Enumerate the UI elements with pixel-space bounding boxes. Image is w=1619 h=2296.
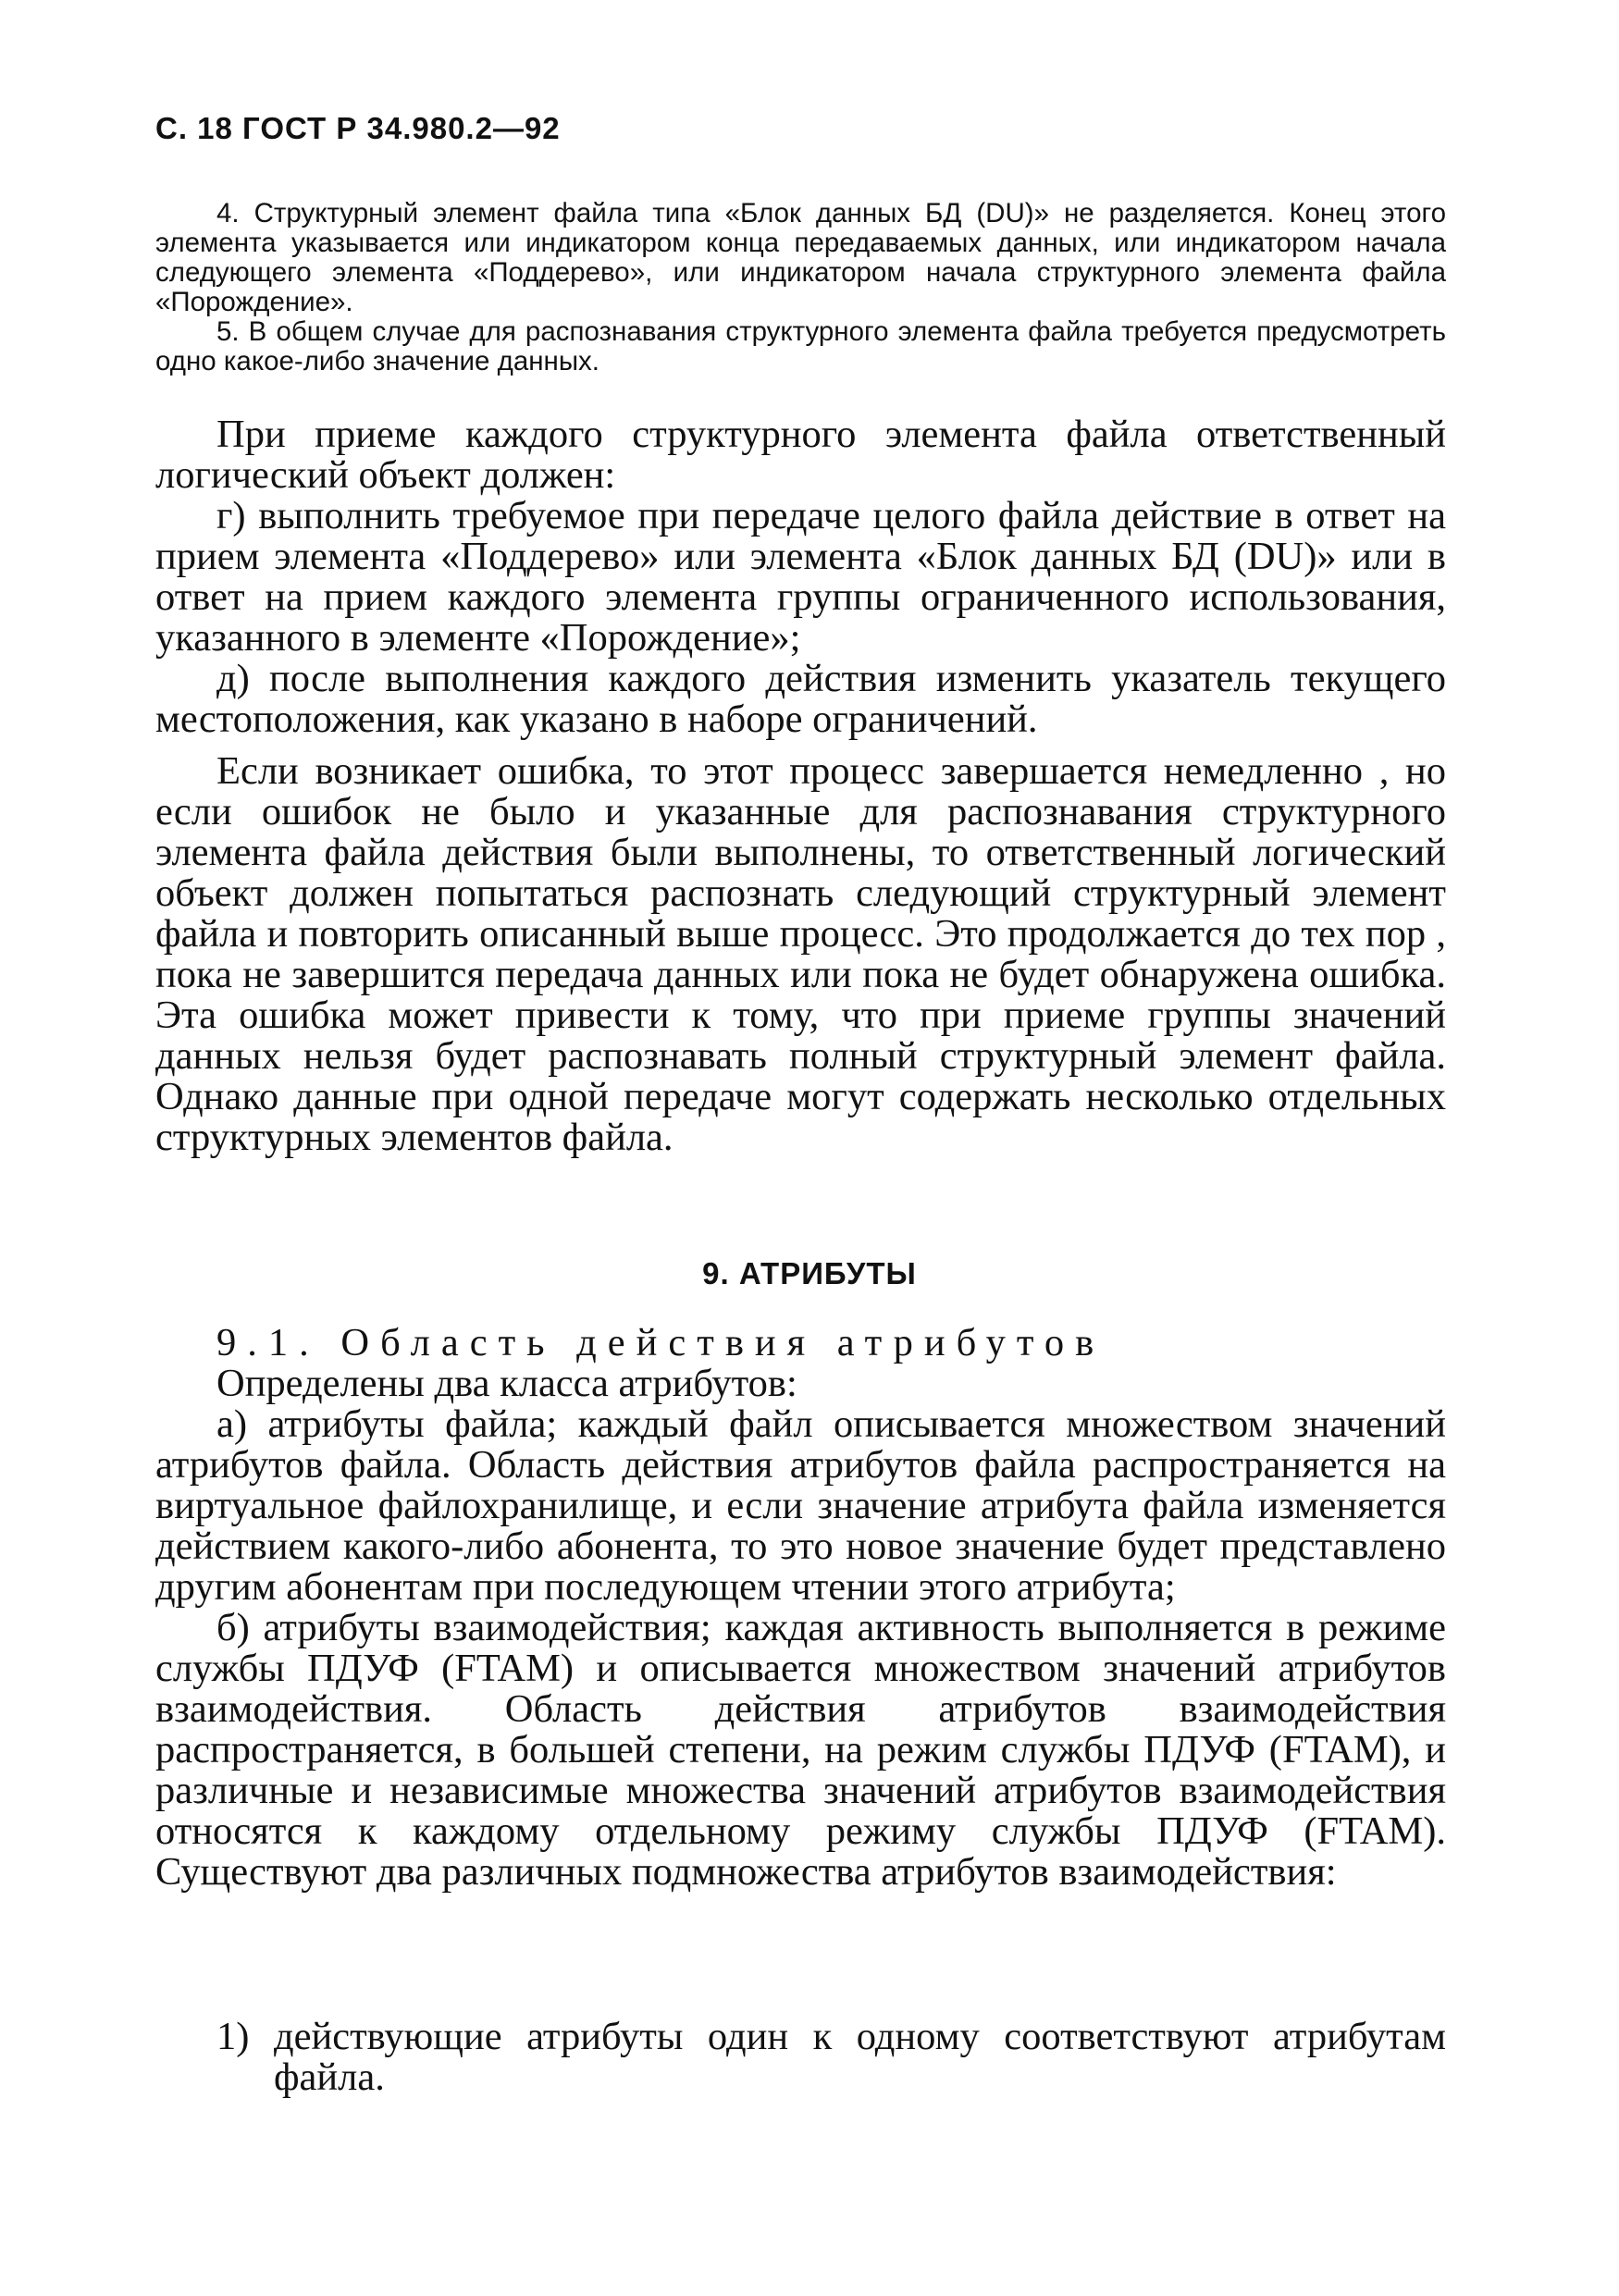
note-5: 5. В общем случае для распознавания структурного элемента файла требуется предусмотреть одно какое-либо значение данных.	[155, 316, 1446, 376]
subsection-heading: 9.1. Область действия атрибутов	[216, 1321, 1106, 1364]
reception-requirements	[155, 414, 1446, 740]
section-title: 9. АТРИБУТЫ	[702, 1256, 917, 1290]
error-paragraph-block	[155, 751, 1446, 1158]
note-4: 4. Структурный элемент файла типа «Блок данных БД (DU)» не разделяется. Конец этого элемента указывается или индикатором конца передаваемых данных, или индикатором начала следующего элемента «Поддерево», или индикатором начала структурного элемента файла «Порождение».	[155, 198, 1446, 317]
paragraph-intro: При приеме каждого структурного элемента файла ответственный логический объект должен:	[155, 413, 1446, 497]
list-text: действующие атрибуты один к одному соответствуют атрибутам файла.	[274, 2015, 1446, 2099]
page-header: С. 18 ГОСТ Р 34.980.2—92	[155, 111, 561, 145]
numbered-list-item-1	[216, 2017, 1446, 2098]
attributes-section	[155, 1323, 1446, 1893]
list-number: 1)	[216, 2015, 250, 2058]
list-item-a: а) атрибуты файла; каждый файл описывается множеством значений атрибутов файла. Область действия атрибутов файла распространяется на виртуальное файлохранилище, и если значение атрибута файла изменяется действием какого-либо абонента, то это новое значение будет представлено другим абонентам при последующем чтении этого атрибута;	[155, 1402, 1446, 1609]
list-item-b: б) атрибуты взаимодействия; каждая активность выполняется в режиме службы ПДУФ (FTAM) и описывается множеством значений атрибутов взаимодействия. Область действия атрибутов взаимодействия распространяется, в большей степени, на режим службы ПДУФ (FTAM), и различные и независимые множества значений атрибутов взаимодействия относятся к каждому отдельному режиму службы ПДУФ (FTAM). Существуют два различных подмножества атрибутов взаимодействия:	[155, 1606, 1446, 1894]
list-item-d: д) после выполнения каждого действия изменить указатель текущего местоположения, как указано в наборе ограничений.	[155, 657, 1446, 741]
paragraph-error-handling: Если возникает ошибка, то этот процесс завершается немедленно , но если ошибок не было и указанные для распознавания структурного элемента файла действия были выполнены, то ответственный логический объект должен попытаться распознать следующий структурный элемент файла и повторить описанный выше процесс. Это продолжается до тех пор , пока не завершится передача данных или пока не будет обнаружена ошибка. Эта ошибка может привести к тому, что при приеме группы значений данных нельзя будет распознавать полный структурный элемент файла. Однако данные при одной передаче могут содержать несколько отдельных структурных элементов файла.	[155, 749, 1446, 1159]
list-item-g: г) выполнить требуемое при передаче целого файла действие в ответ на прием элемента «Поддерево» или элемента «Блок данных БД (DU)» или в ответ на прием каждого элемента группы ограниченного использования, указанного в элементе «Порождение»;	[155, 494, 1446, 660]
paragraph-classes-intro: Определены два класса атрибутов:	[216, 1362, 797, 1405]
notes-block	[155, 199, 1446, 376]
